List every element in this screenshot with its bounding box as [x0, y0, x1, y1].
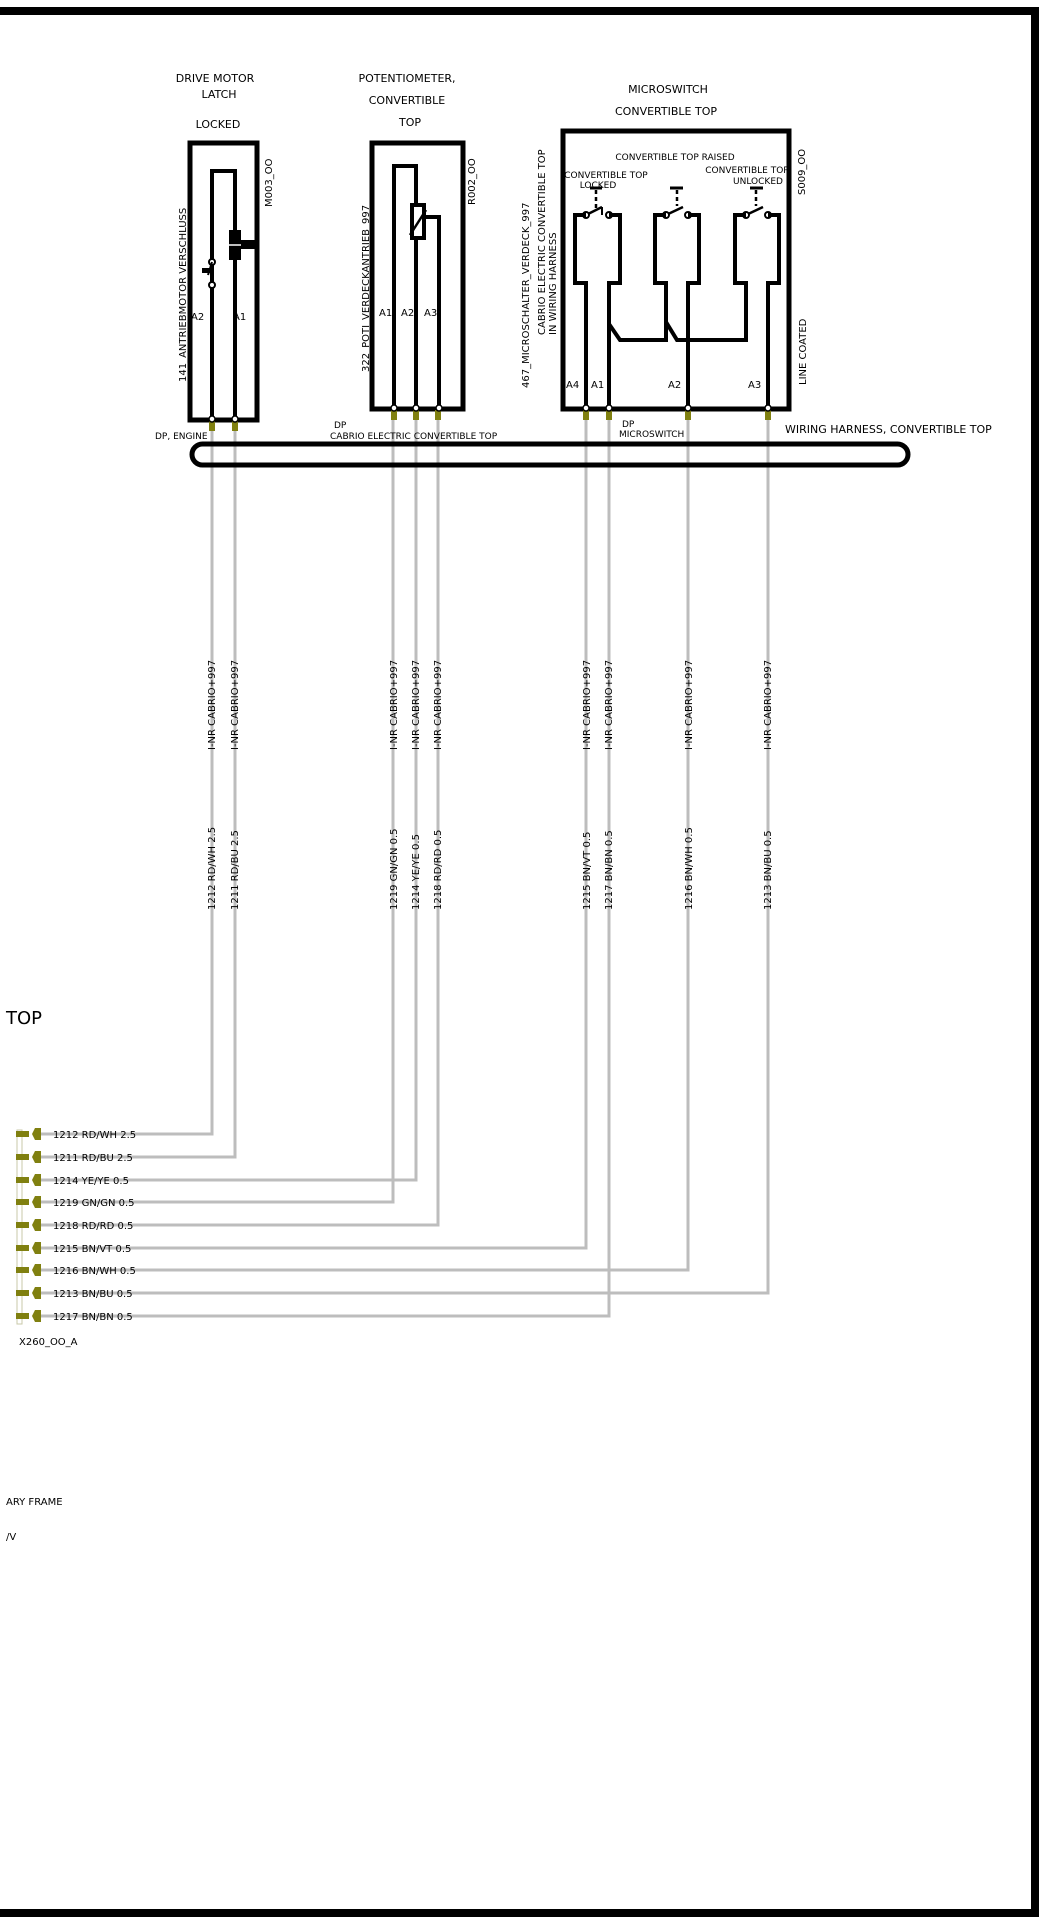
micro-switch-locked — [575, 188, 620, 408]
micro-title-line2: CONVERTIBLE TOP — [615, 105, 717, 118]
motor-title-line1: DRIVE MOTOR — [175, 72, 255, 85]
micro-code: S009_OO — [797, 148, 808, 195]
connector-terminal-1212 — [16, 1128, 136, 1141]
connector-terminal-1211 — [16, 1151, 133, 1164]
poti-track — [394, 166, 416, 408]
wire-1211-vlabel: 1211 RD/BU 2.5 — [230, 830, 241, 910]
motor-title-line2: LATCH — [201, 88, 237, 101]
wire-vertical-labels — [207, 827, 774, 910]
micro-unlocked-line2: UNLOCKED — [733, 177, 783, 187]
wire-1212-vlabel: 1212 RD/WH 2.5 — [207, 826, 218, 910]
micro-dp-line2: MICROSWITCH — [619, 430, 685, 440]
wire-1212-connection: I-NR CABRIO+997 — [207, 659, 218, 750]
micro-pin-a1: A1 — [591, 380, 605, 391]
motor-box — [190, 143, 257, 420]
wire-1217-vlabel: 1217 BN/BN 0.5 — [604, 830, 615, 910]
wire-1213-connection: I-NR CABRIO+997 — [763, 659, 774, 750]
poti-title-line1: POTENTIOMETER, — [358, 72, 456, 85]
frame-partial-label: ARY FRAME — [6, 1497, 63, 1508]
wire-1218-vlabel: 1218 RD/RD 0.5 — [433, 829, 444, 910]
wire-1214 — [40, 410, 416, 1180]
terminal-label-1219: 1219 GN/GN 0.5 — [53, 1198, 135, 1209]
connector-terminal-1218 — [16, 1219, 133, 1232]
terminal-label-1216: 1216 BN/WH 0.5 — [53, 1266, 136, 1277]
wire-1219-connection: I-NR CABRIO+997 — [389, 659, 400, 750]
wire-1213-vlabel: 1213 BN/BU 0.5 — [763, 830, 774, 910]
wire-1216-connection: I-NR CABRIO+997 — [684, 659, 695, 750]
harness-label: WIRING HARNESS, CONVERTIBLE TOP — [785, 423, 992, 436]
poti-title-line3: TOP — [398, 116, 422, 129]
motor-loop — [212, 171, 235, 418]
terminal-label-1215: 1215 BN/VT 0.5 — [53, 1244, 132, 1255]
connector-terminal-1217 — [16, 1310, 133, 1323]
poti-dp-line2: CABRIO ELECTRIC CONVERTIBLE TOP — [330, 432, 498, 442]
terminal-label-1211: 1211 RD/BU 2.5 — [53, 1153, 133, 1164]
motor-pin-a1: A1 — [233, 312, 247, 323]
terminal-label-1214: 1214 YE/YE 0.5 — [53, 1176, 129, 1187]
micro-raised-label: CONVERTIBLE TOP RAISED — [615, 153, 735, 163]
connector-terminal-1215 — [16, 1242, 131, 1255]
micro-pin-a2: A2 — [668, 380, 682, 391]
connector-terminal-1214 — [16, 1174, 129, 1187]
micro-switch-unlocked — [735, 188, 779, 408]
wire-bundle — [40, 410, 768, 1316]
poti-title-line2: CONVERTIBLE — [368, 94, 446, 107]
terminal-label-1212: 1212 RD/WH 2.5 — [53, 1130, 137, 1141]
micro-side-label-3: IN WIRING HARNESS — [548, 232, 559, 335]
wiring-harness — [192, 423, 992, 465]
connector-terminal-1213 — [16, 1287, 133, 1300]
wire-1214-vlabel: 1214 YE/YE 0.5 — [411, 834, 422, 910]
motor-code: M003_OO — [264, 158, 275, 207]
poti-pin-a3: A3 — [424, 308, 438, 319]
poti-dp-line1: DP — [334, 421, 347, 431]
wire-1215-connection: I-NR CABRIO+997 — [582, 659, 593, 750]
connector-x260 — [16, 1128, 136, 1348]
micro-title-line1: MICROSWITCH — [628, 83, 708, 96]
page-frame — [0, 11, 1039, 1916]
motor-pin-a2: A2 — [191, 312, 205, 323]
micro-pin-a4: A4 — [566, 380, 580, 391]
poti-pin-a1: A1 — [379, 308, 393, 319]
wire-1213 — [40, 410, 768, 1293]
connector-name: X260_OO_A — [19, 1337, 78, 1348]
terminal-label-1213: 1213 BN/BU 0.5 — [53, 1289, 133, 1300]
wire-1216-vlabel: 1216 BN/WH 0.5 — [684, 827, 695, 910]
wire-1218 — [40, 410, 438, 1225]
wire-1215-vlabel: 1215 BN/VT 0.5 — [582, 831, 593, 910]
micro-locked-line1: CONVERTIBLE TOP — [564, 171, 648, 181]
micro-line-coated: LINE COATED — [798, 318, 809, 385]
connector-terminal-1216 — [16, 1264, 136, 1277]
micro-internal-link — [609, 283, 746, 340]
micro-locked-line2: LOCKED — [579, 181, 617, 191]
poti-side-label: 322_POTI_VERDECKANTRIEB_997 — [361, 204, 372, 372]
connector-terminal-1219 — [16, 1196, 135, 1209]
terminal-label-1217: 1217 BN/BN 0.5 — [53, 1312, 133, 1323]
poti-pin-a2: A2 — [401, 308, 415, 319]
micro-pin-a3: A3 — [748, 380, 762, 391]
wire-1211 — [40, 422, 235, 1157]
motor-title-line3: LOCKED — [195, 118, 241, 131]
micro-dp-line1: DP — [622, 420, 635, 430]
drive-motor-component — [155, 72, 275, 442]
micro-side-label-2: CABRIO ELECTRIC CONVERTIBLE TOP — [537, 149, 548, 335]
dp-engine-label: DP, ENGINE — [155, 432, 208, 442]
wire-1219 — [40, 410, 393, 1202]
wire-1212 — [40, 422, 212, 1134]
poti-code: R002_OO — [467, 158, 478, 205]
frame-partial-label-2: /V — [6, 1532, 17, 1543]
wire-1215 — [40, 410, 586, 1248]
wire-connection-labels — [207, 660, 774, 750]
section-label-top: TOP — [6, 1008, 43, 1029]
harness-outline — [192, 444, 908, 465]
micro-switch-raised — [655, 188, 699, 408]
potentiometer-component — [330, 72, 498, 442]
wire-1217-connection: I-NR CABRIO+997 — [604, 659, 615, 750]
micro-unlocked-line1: CONVERTIBLE TOP — [705, 166, 789, 176]
terminal-label-1218: 1218 RD/RD 0.5 — [53, 1221, 134, 1232]
wire-1211-connection: I-NR CABRIO+997 — [230, 659, 241, 750]
wire-1219-vlabel: 1219 GN/GN 0.5 — [389, 828, 400, 910]
wire-1214-connection: I-NR CABRIO+997 — [411, 659, 422, 750]
microswitch-component — [521, 83, 809, 440]
motor-side-label: 141_ANTRIEBMOTOR VERSCHLUSS — [178, 207, 189, 382]
wire-1218-connection: I-NR CABRIO+997 — [433, 659, 444, 750]
micro-side-label-1: 467_MICROSCHALTER_VERDECK_997 — [521, 202, 532, 388]
